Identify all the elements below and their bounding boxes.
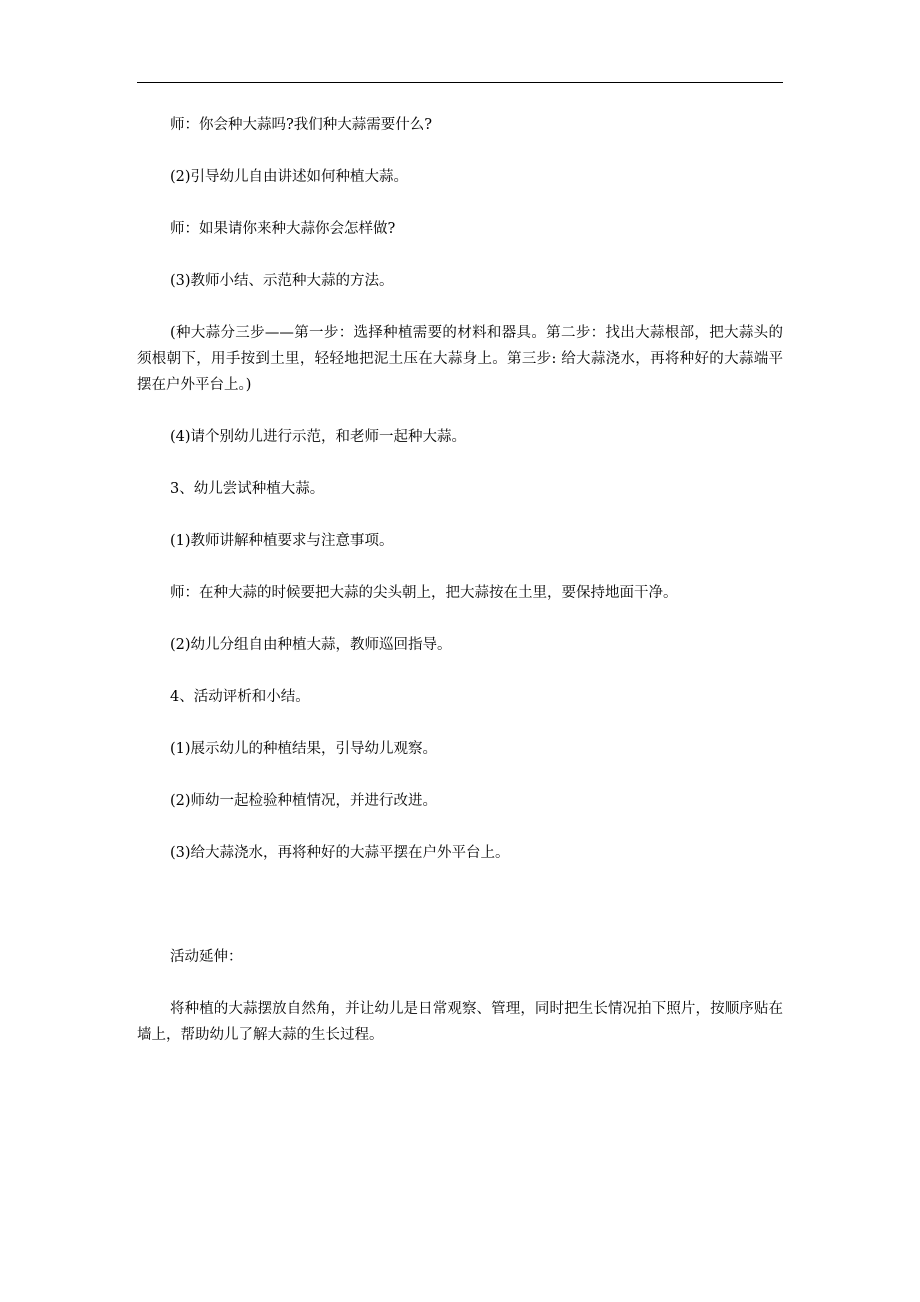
paragraph: (种大蒜分三步——第一步：选择种植需要的材料和器具。第二步：找出大蒜根部，把大蒜头的须根朝下，用手按到土里，轻轻地把泥土压在大蒜身上。第三步: 给大蒜浇水，再将种好的大蒜端平摆在户外平台上。) (137, 325, 783, 393)
paragraph: (1)教师讲解种植要求与注意事项。 (170, 533, 394, 549)
extension-body: 将种植的大蒜摆放自然角，并让幼儿是日常观察、管理，同时把生长情况拍下照片，按顺序贴在墙上，帮助幼儿了解大蒜的生长过程。 (137, 1001, 783, 1043)
paragraph: (2)幼儿分组自由种植大蒜，教师巡回指导。 (170, 637, 452, 653)
paragraph: (3)教师小结、示范种大蒜的方法。 (170, 273, 394, 289)
paragraph: (1)展示幼儿的种植结果，引导幼儿观察。 (170, 741, 438, 757)
paragraph: (2)引导幼儿自由讲述如何种植大蒜。 (170, 169, 409, 185)
paragraph: (2)师幼一起检验种植情况，并进行改进。 (170, 793, 438, 809)
section-heading: 3、幼儿尝试种植大蒜。 (170, 481, 325, 497)
extension-heading: 活动延伸： (170, 949, 243, 965)
document-body (137, 112, 783, 1048)
paragraph: 师：在种大蒜的时候要把大蒜的尖头朝上，把大蒜按在土里，要保持地面干净。 (170, 585, 678, 601)
section-heading: 4、活动评析和小结。 (170, 689, 310, 705)
paragraph: (4)请个别幼儿进行示范，和老师一起种大蒜。 (170, 429, 467, 445)
paragraph: 师：你会种大蒜吗?我们种大蒜需要什么? (170, 117, 433, 133)
paragraph: 师：如果请你来种大蒜你会怎样做? (170, 221, 396, 237)
header-rule (137, 82, 783, 83)
paragraph: (3)给大蒜浇水，再将种好的大蒜平摆在户外平台上。 (170, 845, 510, 861)
